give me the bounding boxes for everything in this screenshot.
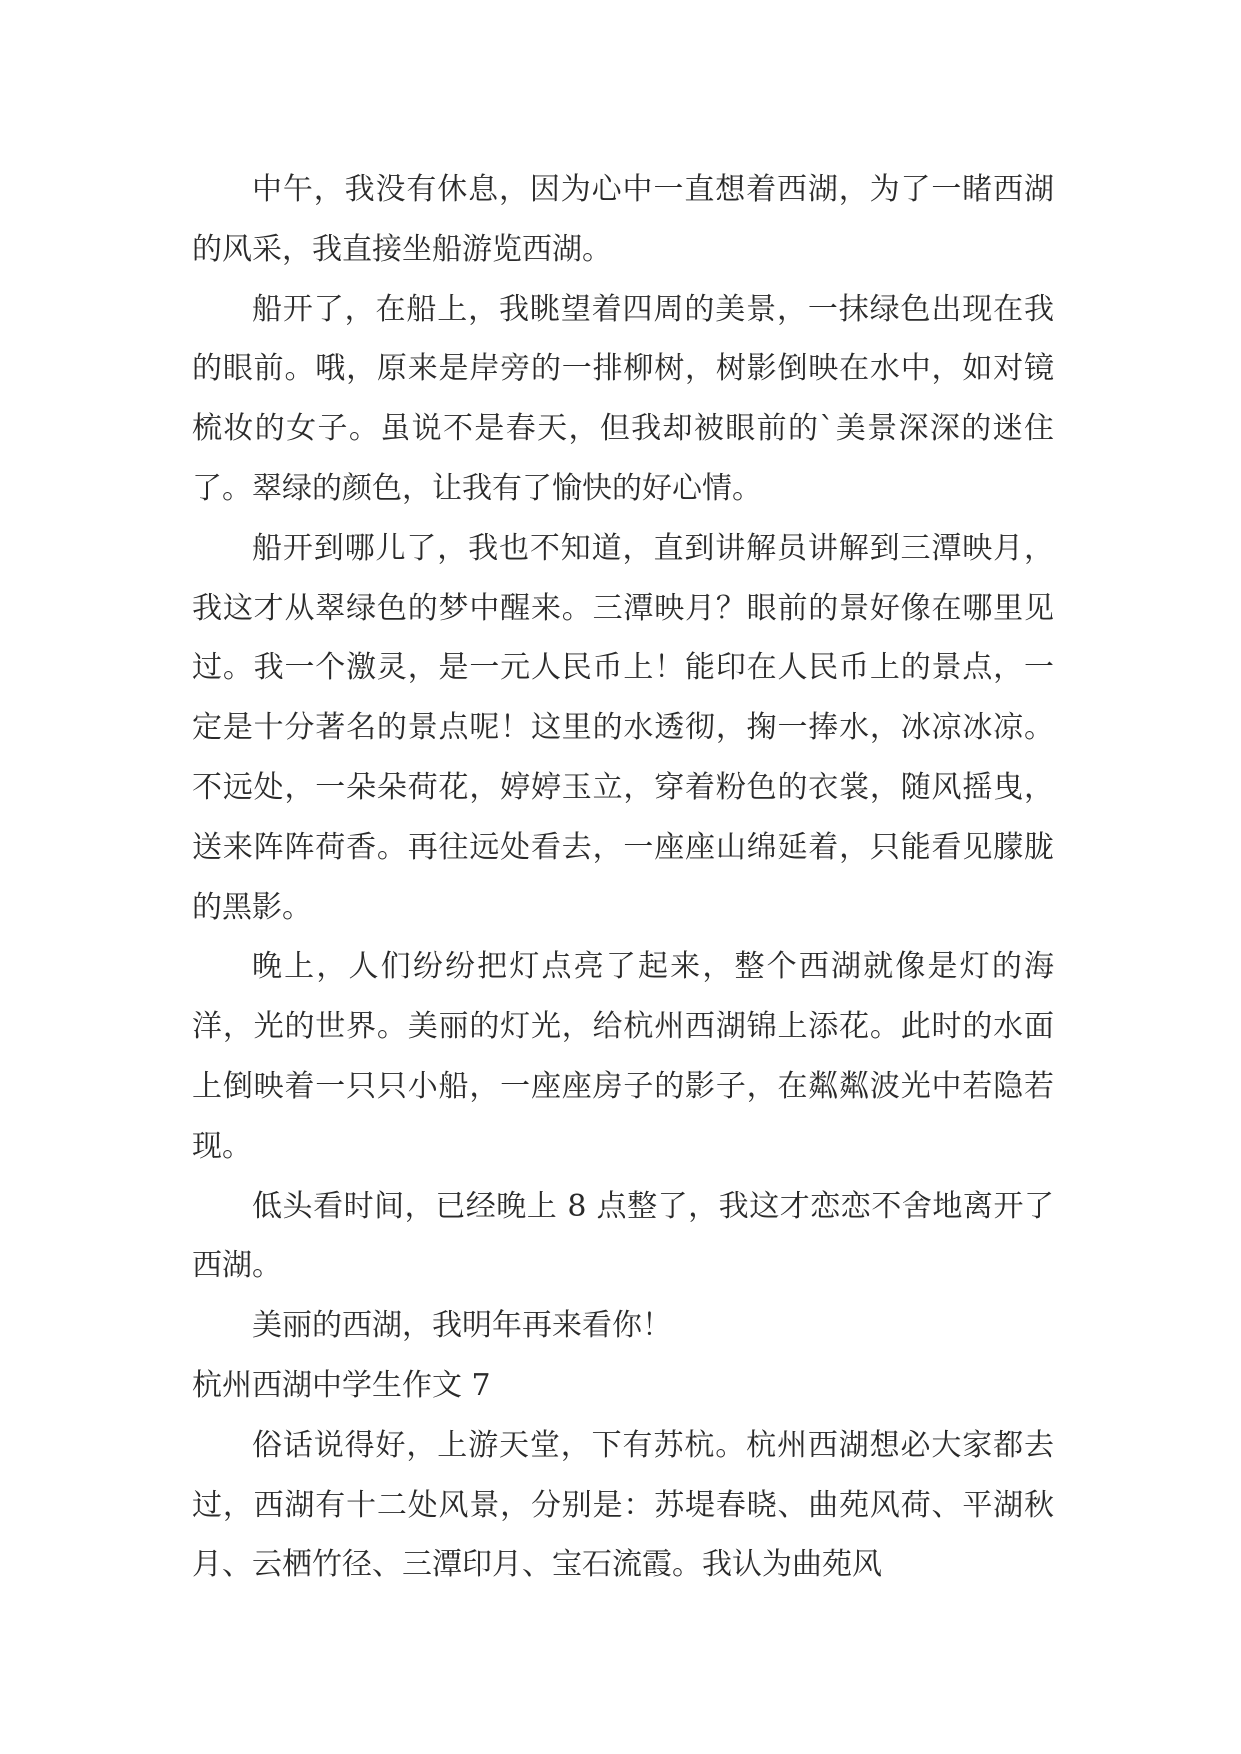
paragraph-2: 船开了，在船上，我眺望着四周的美景，一抹绿色出现在我的眼前。哦，原来是岸旁的一排柳树，树影倒映在水中，如对镜梳妆的女子。虽说不是春天，但我却被眼前的`美景深深的迷住了。翠绿的颜色，让我有了愉快的好心情。 xyxy=(192,291,1054,506)
section-heading: 杭州西湖中学生作文 7 xyxy=(192,1367,491,1403)
paragraph-6: 美丽的西湖，我明年再来看你！ xyxy=(252,1308,672,1344)
paragraph-1: 中午，我没有休息，因为心中一直想着西湖，为了一睹西湖的风采，我直接坐船游览西湖。 xyxy=(192,172,1054,267)
paragraph-7: 俗话说得好，上游天堂，下有苏杭。杭州西湖想必大家都去过，西湖有十二处风景，分别是：苏堤春晓、曲苑风荷、平湖秋月、云栖竹径、三潭印月、宝石流霞。我认为曲苑风 xyxy=(192,1427,1054,1583)
paragraph-3: 船开到哪儿了，我也不知道，直到讲解员讲解到三潭映月，我这才从翠绿色的梦中醒来。三潭映月？眼前的景好像在哪里见过。我一个激灵，是一元人民币上！能印在人民币上的景点，一定是十分著名的景点呢！这里的水透彻，掬一捧水，冰凉冰凉。不远处，一朵朵荷花，婷婷玉立，穿着粉色的衣裳，随风摇曳，送来阵阵荷香。再往远处看去，一座座山绵延着，只能看见朦胧的黑影。 xyxy=(192,530,1054,925)
paragraph-5: 低头看时间，已经晚上 8 点整了，我这才恋恋不舍地离开了西湖。 xyxy=(192,1188,1054,1284)
document-body xyxy=(192,160,1054,1595)
paragraph-4: 晚上，人们纷纷把灯点亮了起来，整个西湖就像是灯的海洋，光的世界。美丽的灯光，给杭州西湖锦上添花。此时的水面上倒映着一只只小船，一座座房子的影子，在粼粼波光中若隐若现。 xyxy=(192,949,1054,1164)
